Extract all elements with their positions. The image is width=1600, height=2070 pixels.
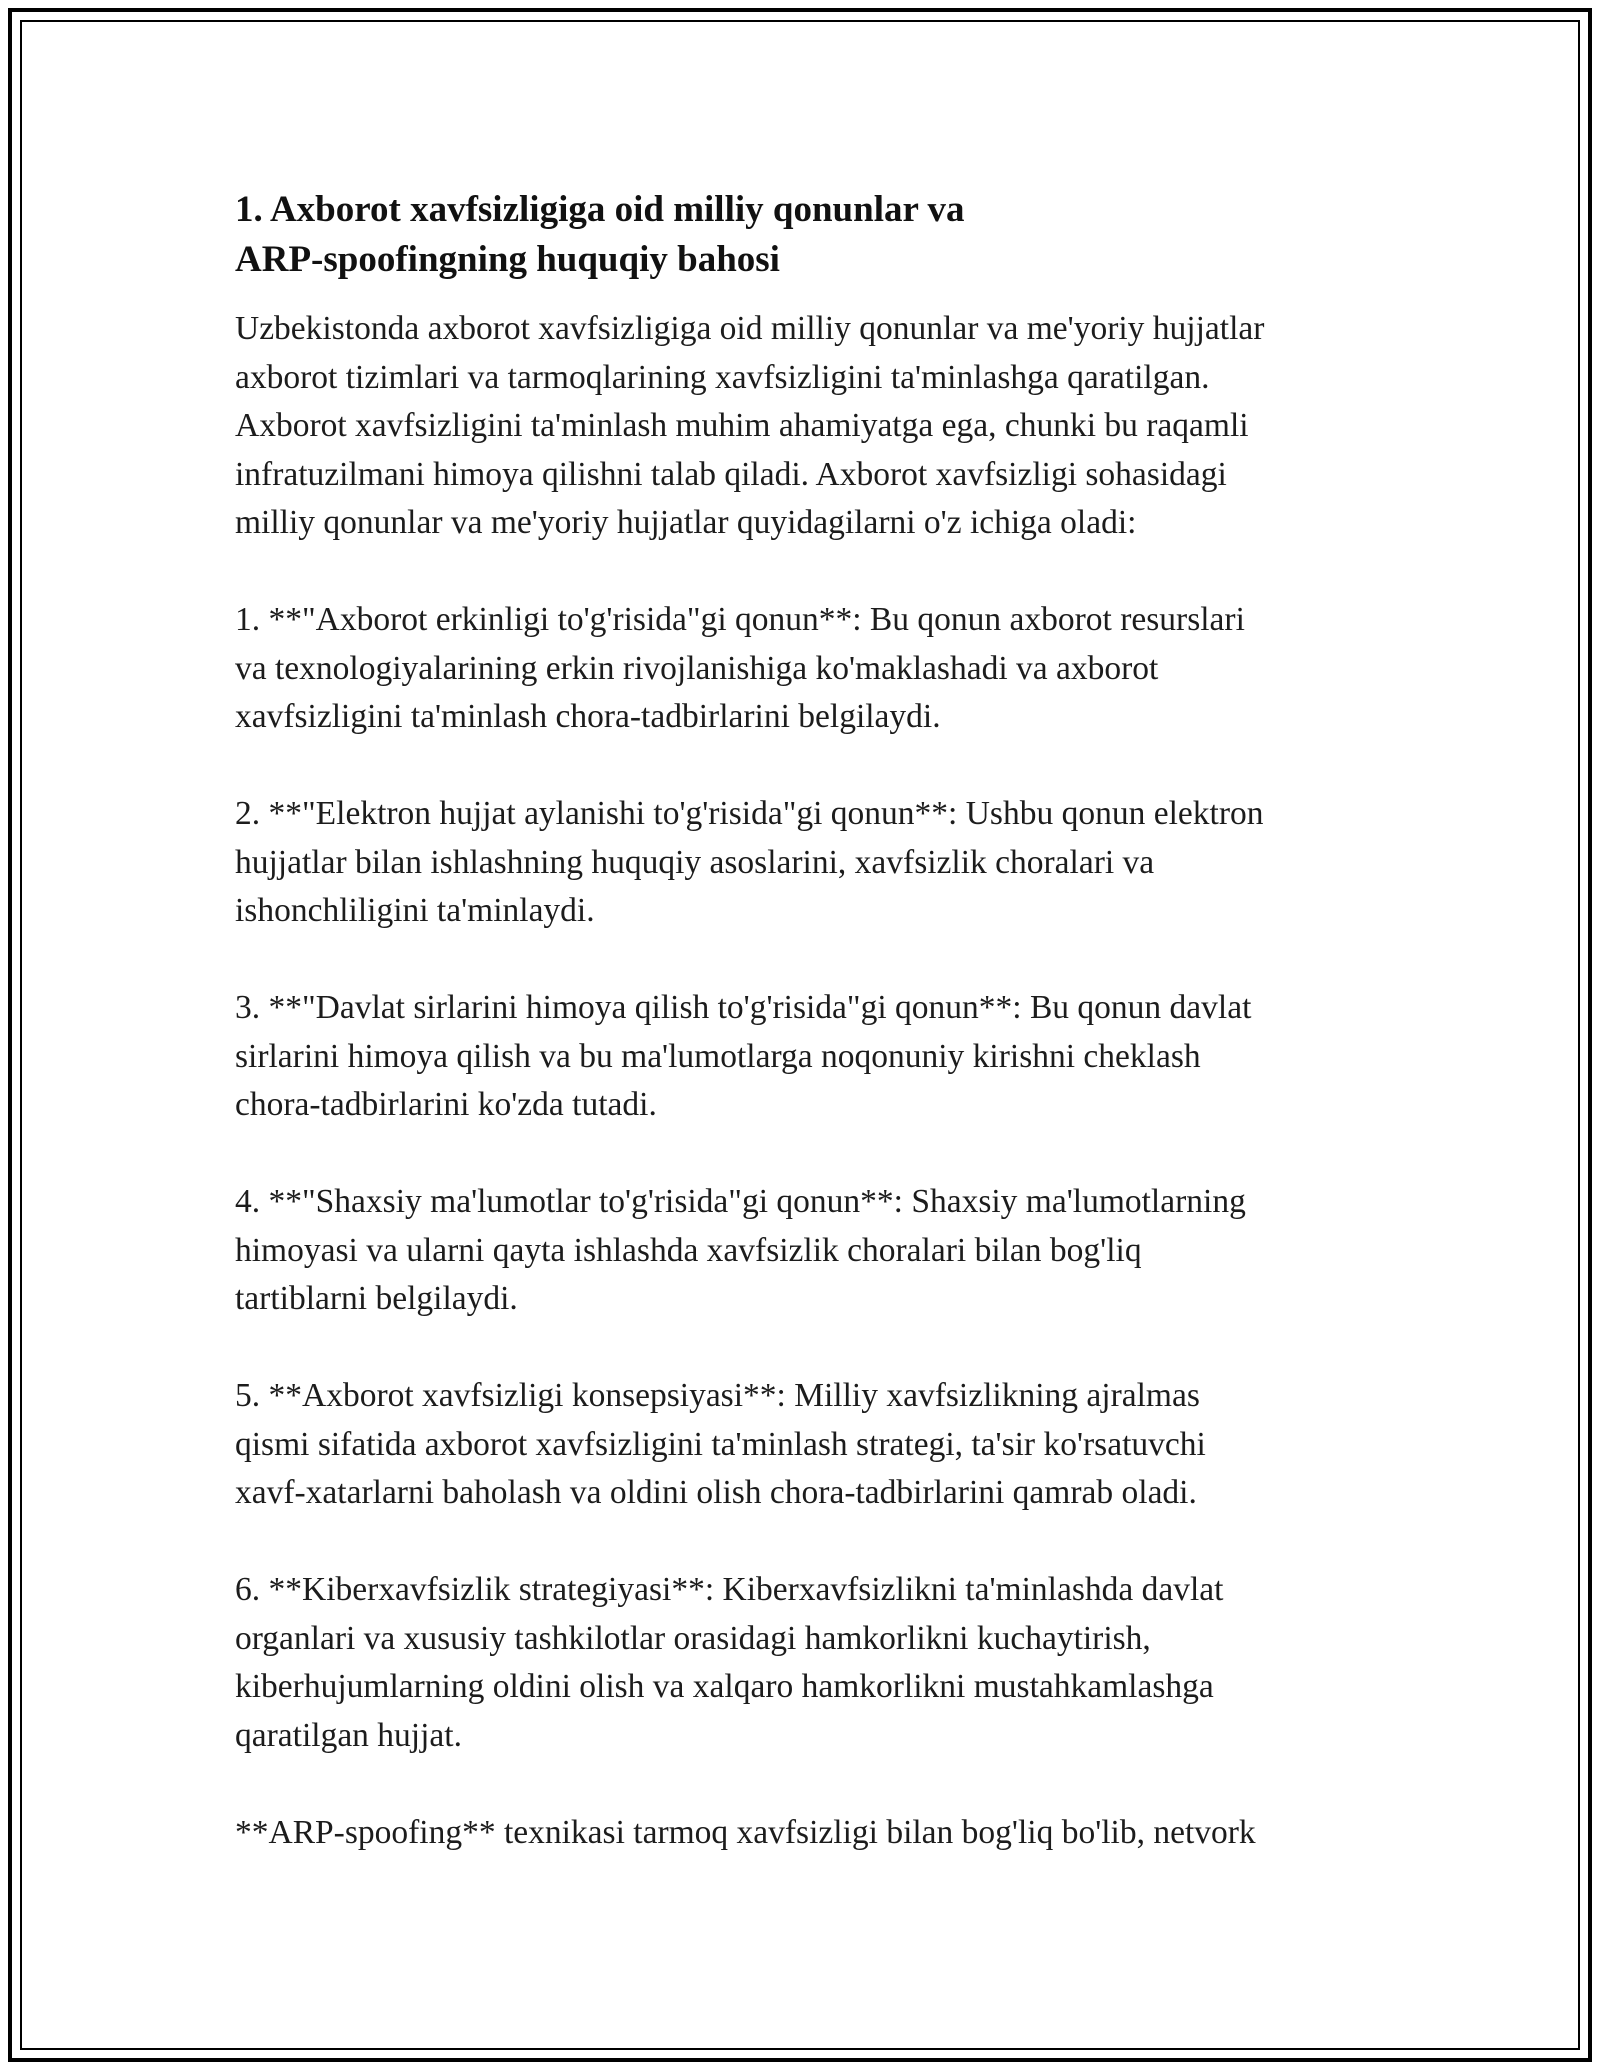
arp-spoofing-paragraph: **ARP-spoofing** texnikasi tarmoq xavfsizligi bilan bog'liq bo'lib, netvork [235,1813,1256,1851]
list-item-3: 3. **"Davlat sirlarini himoya qilish to'g'risida"gi qonun**: Bu qonun davlat sirlarini himoya qilish va bu ma'lumotlarga noqonuniy kirishni cheklash chora-tadbirlarini ko'zda tutadi. [235,989,1252,1123]
list-item-1: 1. **"Axborot erkinligi to'g'risida"gi qonun**: Bu qonun axborot resurslari va texnologiyalarining erkin rivojlanishiga ko'maklashadi va axborot xavfsizligini ta'minlash chora-tadbirlarini belgilaydi. [235,601,1245,735]
document-body [235,185,1395,1906]
section-heading: 1. Axborot xavfsizligiga oid milliy qonunlar va ARP-spoofingning huquqiy bahosi [235,189,965,280]
list-item-2: 2. **"Elektron hujjat aylanishi to'g'risida"gi qonun**: Ushbu qonun elektron hujjatlar bilan ishlashning huquqiy asoslarini, xavfsizlik choralari va ishonchliligini ta'minlaydi. [235,795,1264,929]
intro-paragraph: Uzbekistonda axborot xavfsizligiga oid milliy qonunlar va me'yoriy hujjatlar axborot tizimlari va tarmoqlarining xavfsizligini ta'minlashga qaratilgan. Axborot xavfsizligini ta'minlash muhim ahamiyatga ega, chunki bu raqamli infratuzilmani himoya qilishni talab qiladi. Axborot xavfsizligi sohasidagi milliy qonunlar va me'yoriy hujjatlar quyidagilarni o'z ichiga oladi: [235,310,1265,541]
list-item-6: 6. **Kiberxavfsizlik strategiyasi**: Kiberxavfsizlikni ta'minlashda davlat organlari va xususiy tashkilotlar orasidagi hamkorlikni kuchaytirish, kiberhujumlarning oldini olish va xalqaro hamkorlikni mustahkamlashga qaratilgan hujjat. [235,1571,1224,1754]
list-item-5: 5. **Axborot xavfsizligi konsepsiyasi**: Milliy xavfsizlikning ajralmas qismi sifatida axborot xavfsizligini ta'minlash strategi, ta'sir ko'rsatuvchi xavf-xatarlarni baholash va oldini olish chora-tadbirlarini qamrab oladi. [235,1377,1206,1511]
list-item-4: 4. **"Shaxsiy ma'lumotlar to'g'risida"gi qonun**: Shaxsiy ma'lumotlarning himoyasi va ularni qayta ishlashda xavfsizlik choralari bilan bog'liq tartiblarni belgilaydi. [235,1183,1246,1317]
